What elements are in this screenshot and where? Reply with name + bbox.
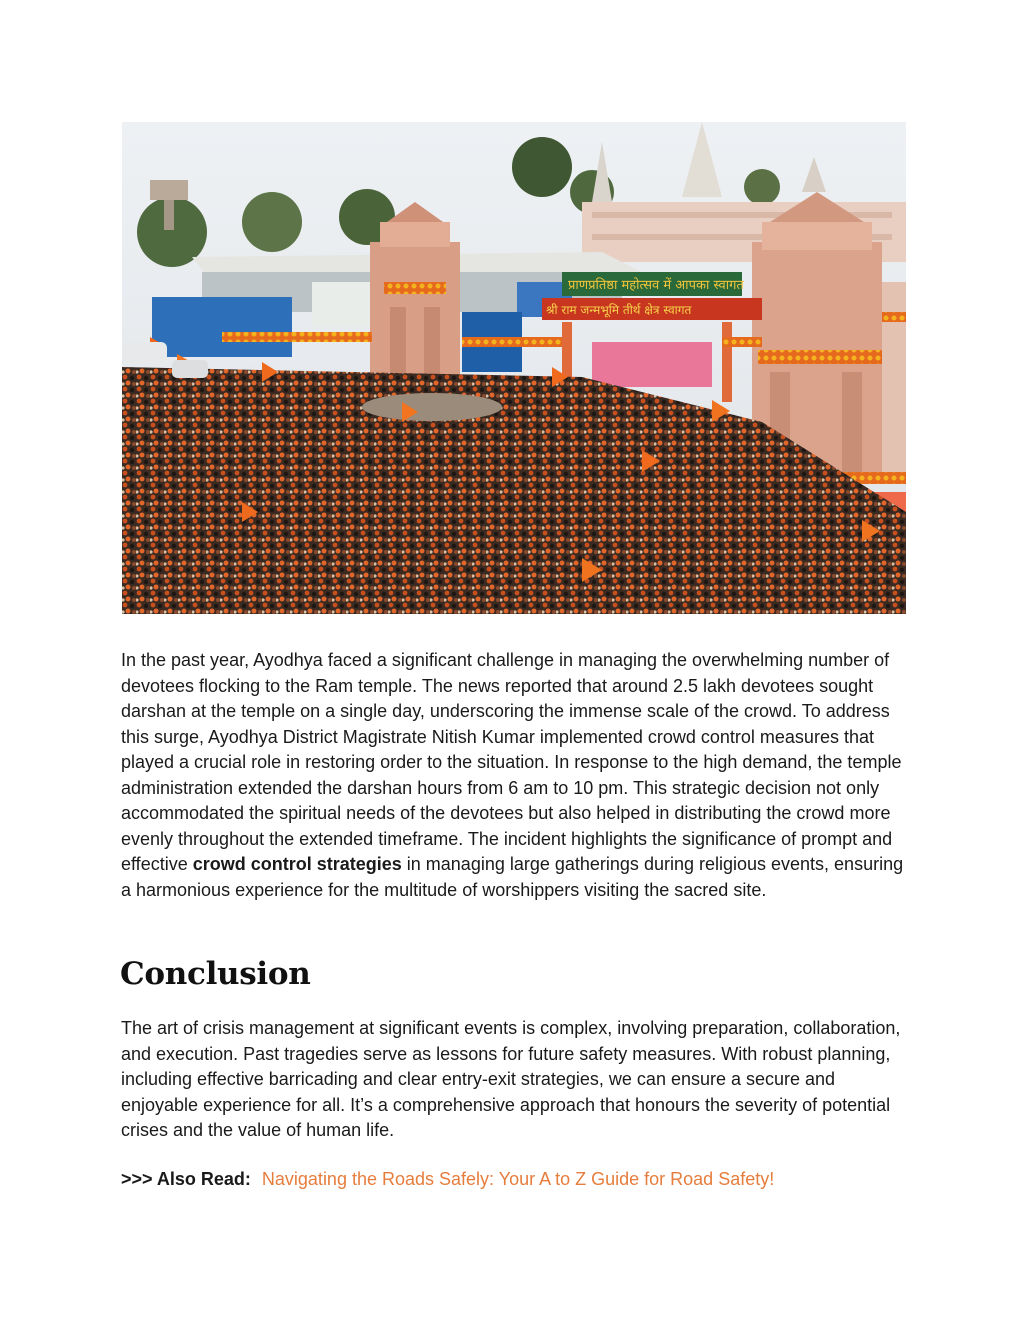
also-read-link[interactable]: Navigating the Roads Safely: Your A to Z Guide for Road Safety!	[261, 1169, 775, 1189]
temple-crowd-illustration	[122, 122, 906, 614]
also-read	[121, 1167, 774, 1192]
intro-paragraph	[121, 648, 911, 903]
intro-text-a: In the past year, Ayodhya faced a significant challenge in managing the overwhelming number of devotees flocking to the Ram temple. The news reported that around 2.5 lakh devotees sought darshan at the temple on a single day, underscoring the immense scale of the crowd. To address this surge, Ayodhya District Magistrate Nitish Kumar implemented crowd control measures that played a crucial role in restoring order to the situation. In response to the high demand, the temple administration extended the darshan hours from 6 am to 10 pm. This strategic decision not only accommodated the spiritual needs of the devotees but also helped in distributing the crowd more evenly throughout the extended timeframe. The incident highlights the significance of prompt and effective	[121, 650, 902, 874]
conclusion-paragraph: The art of crisis management at significant events is complex, involving preparation, collaboration, and execution. Past tragedies serve as lessons for future safety measures. With robust planning, including effective barricading and clear entry-exit strategies, we can ensure a secure and enjoyable experience for all. It’s a comprehensive approach that honours the severity of potential crises and the value of human life.	[121, 1018, 901, 1140]
also-read-label: >>> Also Read:	[121, 1169, 251, 1189]
banner-text: प्राणप्रतिष्ठा महोत्सव में आपका स्वागत	[568, 278, 744, 293]
temple-crowd-photo	[122, 122, 906, 614]
intro-text-b: in managing large gatherings during religious events, ensuring a harmonious experience for the multitude of worshippers visiting the sacred site.	[121, 854, 904, 900]
intro-bold-phrase: crowd control strategies	[192, 854, 402, 874]
conclusion-heading: Conclusion	[120, 956, 311, 992]
banner-text-2: श्री राम जन्मभूमि तीर्थ क्षेत्र स्वागत	[546, 303, 692, 317]
